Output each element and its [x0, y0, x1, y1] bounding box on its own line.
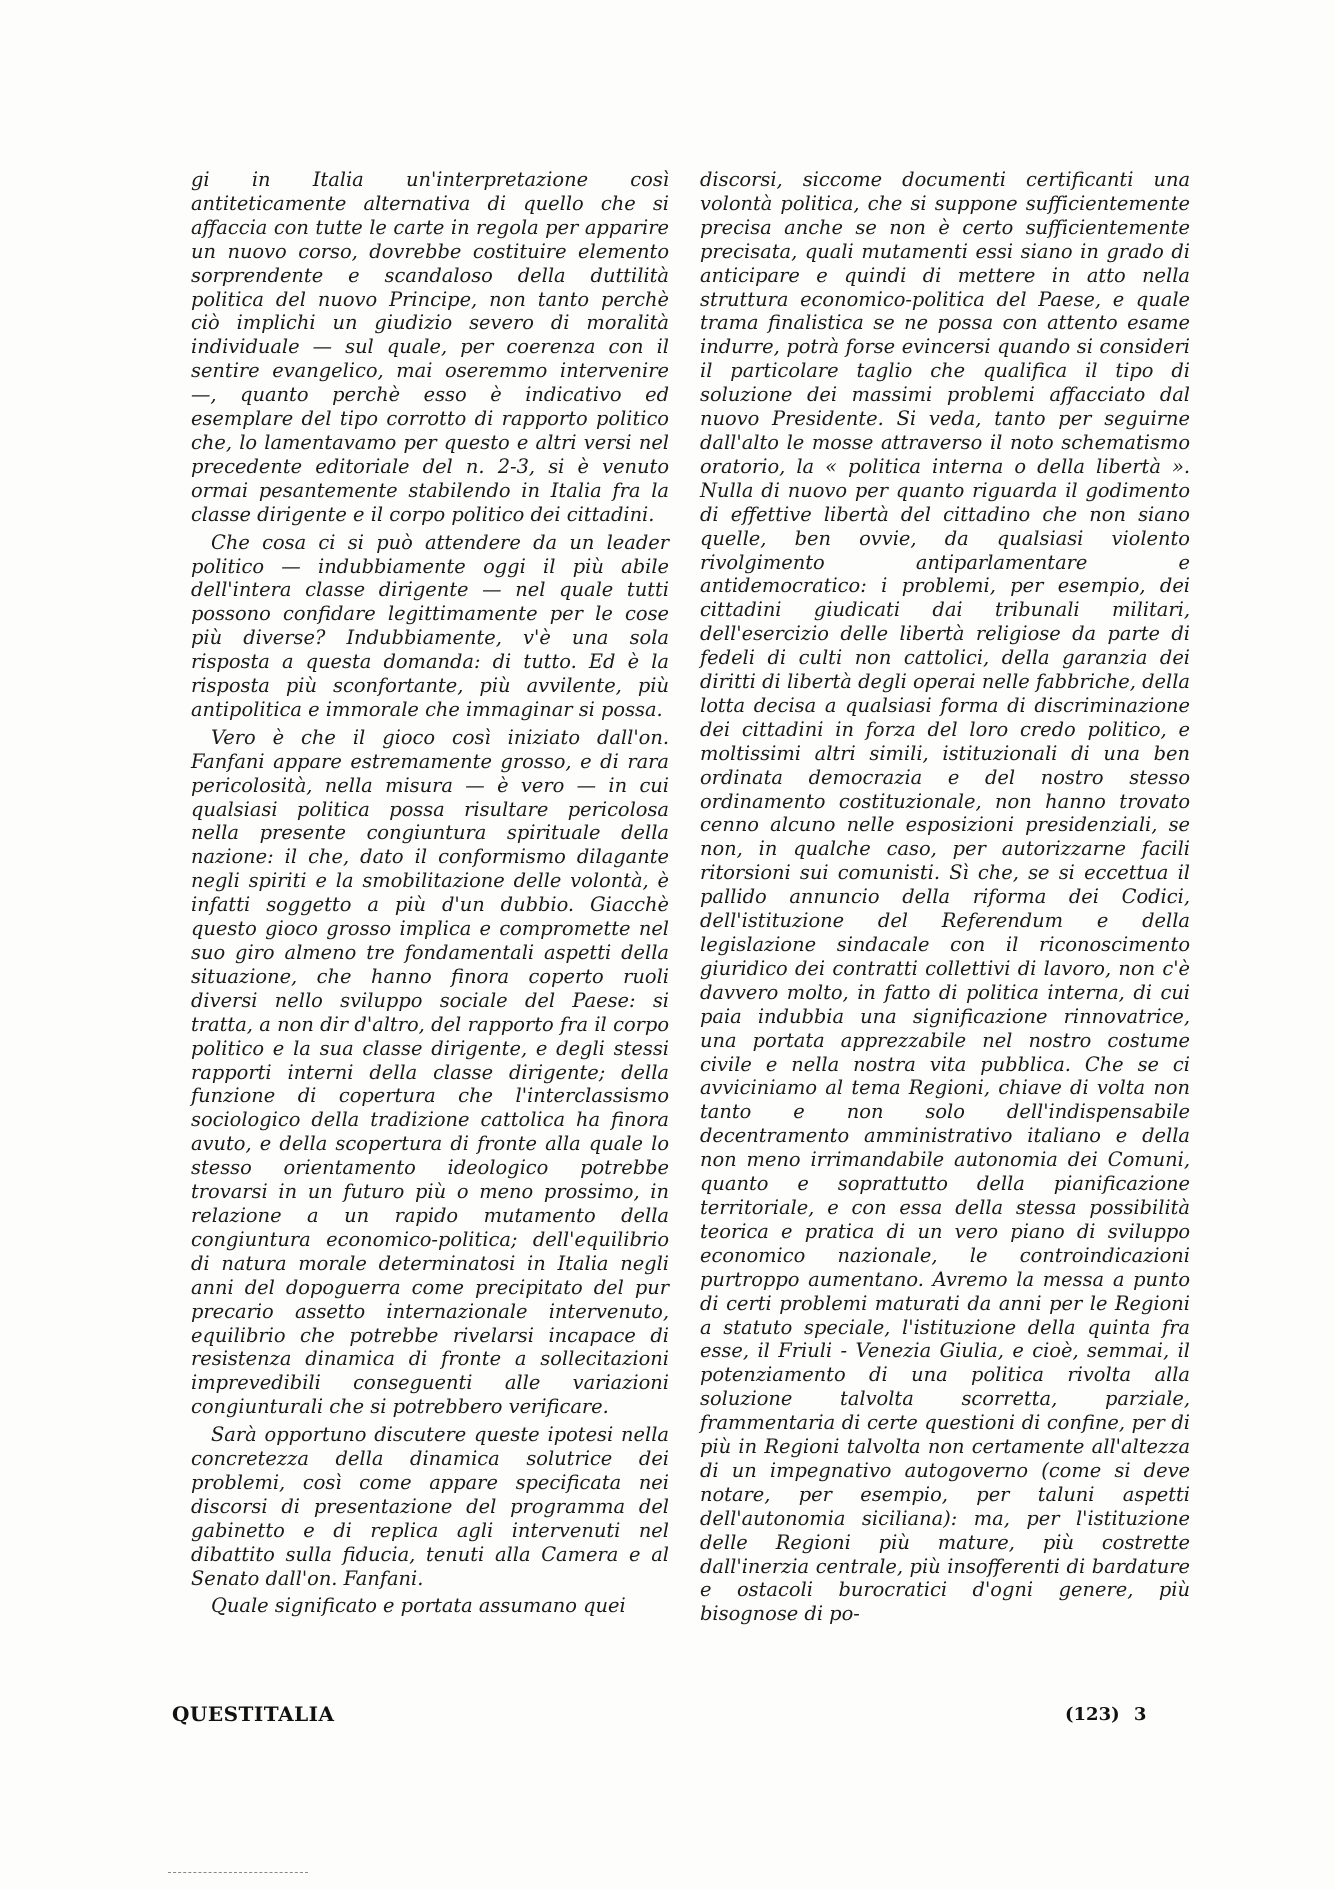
paragraph: gi in Italia un'interpretazione così antiteticamente alternativa di quello che si affaccia con tutte le carte in regola per apparire un nuovo corso, dovrebbe costituire elemento sorprendente e scandaloso della duttilità politica del nuovo Principe, non tanto perchè ciò implichi un giudizio severo di moralità individuale — sul quale, per coerenza con il sentire evangelico, mai oseremmo intervenire —, quanto perchè esso è indicativo ed esemplare del tipo corrotto di rapporto politico che, lo lamentavamo per questo e altri versi nel precedente editoriale del n. 2-3, si è venuto ormai pesantemente stabilendo in Italia fra la classe dirigente e il corpo politico dei cittadini.	[191, 168, 669, 526]
paragraph: Sarà opportuno discutere queste ipotesi nella concretezza della dinamica solutrice dei problemi, così come appare specificata nei discorsi di presentazione del programma del gabinetto e di replica agli intervenuti nel dibattito sulla fiducia, tenuti alla Camera e al Senato dall'on. Fanfani.	[191, 1423, 669, 1590]
paragraph: Che cosa ci si può attendere da un leader politico — indubbiamente oggi il più abile dell'intera classe dirigente — nel quale tutti possono confidare legittimamente per le cose più diverse? Indubbiamente, v'è una sola risposta a questa domanda: di tutto. Ed è la risposta più sconfortante, più avvilente, più antipolitica e immorale che immaginar si possa.	[191, 530, 669, 721]
paragraph: discorsi, siccome documenti certificanti una volontà politica, che si suppone sufficientemente precisa anche se non è certo sufficientemente precisata, quali mutamenti essi siano in grado di anticipare e quindi di mettere in atto nella struttura economico-politica del Paese, e quale trama finalistica se ne possa con attento esame indurre, potrà forse evincersi quando si consideri il particolare taglio che qualifica il tipo di soluzione dei massimi problemi affacciato dal nuovo Presidente. Si veda, tanto per seguirne dall'alto le mosse attraverso il noto schematismo oratorio, la « politica interna o della libertà ». Nulla di nuovo per quanto riguarda il godimento di effettive libertà del cittadino che non siano quelle, ben ovvie, da qualsiasi violento rivolgimento antiparlamentare e antidemocratico: i problemi, per esempio, dei cittadini giudicati dai tribunali militari, dell'esercizio delle libertà religiose da parte di fedeli di culti non cattolici, della garanzia dei diritti di libertà degli operai nelle fabbriche, della lotta decisa a qualsiasi forma di discriminazione dei cittadini in forza del loro credo politico, e moltissimi altri simili, istituzionali di una ben ordinata democrazia e del nostro stesso ordinamento costituzionale, non hanno trovato cenno alcuno nelle esposizioni presidenziali, se non, in qualche caso, per autorizzarne facili ritorsioni sui comunisti. Sì che, se si eccettua il pallido annuncio della riforma dei Codici, dell'istituzione del Referendum e della legislazione sindacale con il riconoscimento giuridico dei contratti collettivi di lavoro, non c'è davvero molto, in fatto di politica interna, di cui paia indubbia una significazione rinnovatrice, una portata apprezzabile nel nostro costume civile e nella nostra vita pubblica. Che se ci avviciniamo al tema Regioni, chiave di volta non tanto e non solo dell'indispensabile decentramento amministrativo italiano e della non meno irrimandabile autonomia dei Comuni, quanto e soprattutto della pianificazione territoriale, e con essa della stessa possibilità teorica e pratica di un vero piano di sviluppo economico nazionale, le controindicazioni purtroppo aumentano. Avremo la messa a punto di certi problemi maturati da anni per le Regioni a statuto speciale, l'istituzione della quinta fra esse, il Friuli - Venezia Giulia, e cioè, semmai, il potenziamento di una politica rivolta alla soluzione talvolta scorretta, parziale, frammentaria di certe questioni di confine, per di più in Regioni talvolta non certamente all'altezza di un impegnativo autogoverno (come si deve notare, per esempio, per taluni aspetti dell'autonomia siciliana): ma, per l'istituzione delle Regioni più mature, più costrette dall'inerzia centrale, più insofferenti di bardature e ostacoli burocratici d'ogni genere, più bisognose di po-	[700, 168, 1190, 1626]
scan-artifact	[168, 1872, 308, 1876]
journal-name: QUESTITALIA	[172, 1702, 335, 1726]
paragraph: Quale significato e portata assumano quei	[211, 1594, 626, 1618]
issue-number: (123)	[1065, 1704, 1120, 1725]
page-number	[1065, 1704, 1146, 1725]
left-text-column	[191, 168, 669, 1618]
page-index: 3	[1133, 1704, 1147, 1725]
paragraph: Vero è che il gioco così iniziato dall'on. Fanfani appare estremamente grosso, e di rara pericolosità, nella misura — è vero — in cui qualsiasi politica possa risultare pericolosa nella presente congiuntura spirituale della nazione: il che, dato il conformismo dilagante negli spiriti e la smobilitazione delle volontà, è infatti soggetto a più d'un dubbio. Giacchè questo gioco grosso implica e compromette nel suo giro almeno tre fondamentali aspetti della situazione, che hanno finora coperto ruoli diversi nello sviluppo sociale del Paese: si tratta, a non dir d'altro, del rapporto fra il corpo politico e la sua classe dirigente, e degli stessi rapporti interni della classe dirigente; della funzione di copertura che l'interclassismo sociologico della tradizione cattolica ha finora avuto, e della scopertura di fronte alla quale lo stesso orientamento ideologico potrebbe trovarsi in un futuro più o meno prossimo, in relazione a un rapido mutamento della congiuntura economico-politica; dell'equilibrio di natura morale determinatosi in Italia negli anni del dopoguerra come precipitato del pur precario assetto internazionale intervenuto, equilibrio che potrebbe rivelarsi incapace di resistenza dinamica di fronte a sollecitazioni imprevedibili conseguenti alle variazioni congiunturali che si potrebbero verificare.	[191, 725, 669, 1419]
right-text-column	[700, 168, 1190, 1626]
